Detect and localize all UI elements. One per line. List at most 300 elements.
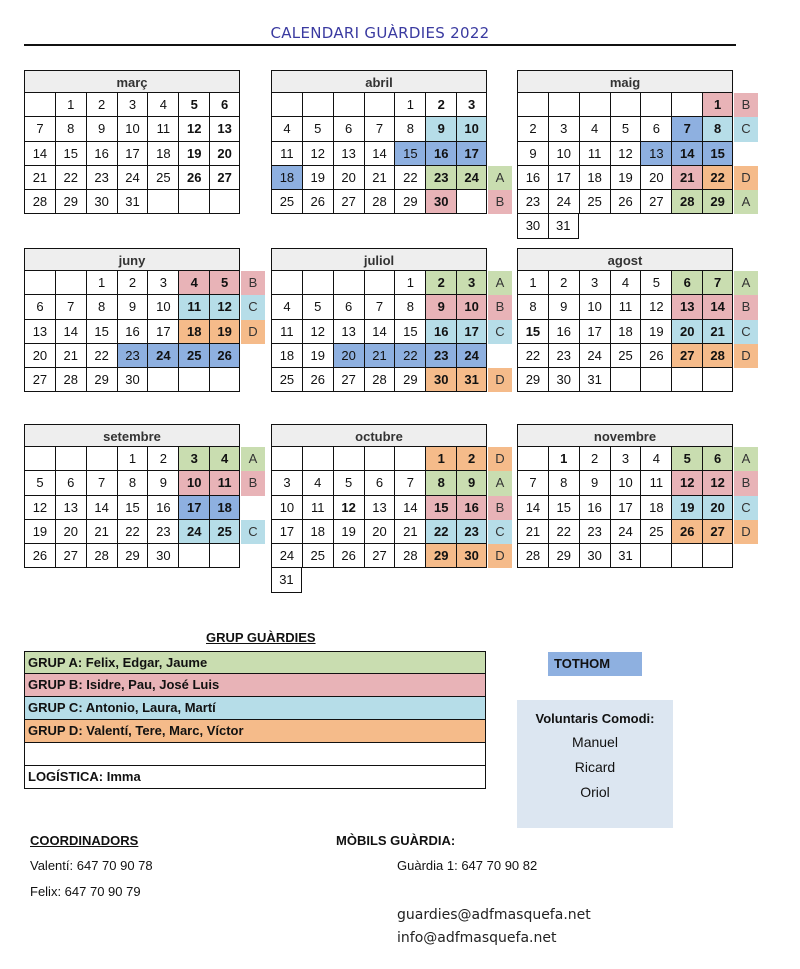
week-row (517, 295, 733, 319)
day-cell: 24 (178, 520, 209, 544)
day-cell: 14 (86, 496, 117, 520)
day-cell: 1 (517, 271, 548, 295)
week-row (517, 320, 733, 344)
day-cell: 18 (271, 344, 302, 368)
day-cell: 22 (425, 520, 456, 544)
day-cell: 5 (610, 117, 641, 141)
day-cell: 26 (640, 344, 671, 368)
group-members: Imma (103, 769, 141, 784)
day-cell: 15 (702, 142, 733, 166)
day-cell (394, 447, 425, 471)
day-cell: 26 (333, 544, 364, 568)
day-cell: 19 (178, 142, 209, 166)
groups-table (24, 651, 486, 789)
day-cell: 6 (640, 117, 671, 141)
day-cell: 9 (117, 295, 148, 319)
day-cell: 18 (271, 166, 302, 190)
day-cell: 26 (610, 190, 641, 214)
day-cell: 21 (702, 320, 733, 344)
day-cell (147, 190, 178, 214)
day-cell: 11 (271, 142, 302, 166)
day-cell: 4 (147, 93, 178, 117)
day-cell: 10 (456, 295, 487, 319)
day-cell: 11 (302, 496, 333, 520)
day-cell: 25 (271, 368, 302, 392)
day-cell: 24 (456, 344, 487, 368)
day-cell: 20 (55, 520, 86, 544)
day-cell: 24 (579, 344, 610, 368)
day-cell (302, 447, 333, 471)
week-row (271, 166, 487, 190)
month-header: octubre (271, 424, 487, 447)
day-cell: 2 (86, 93, 117, 117)
day-cell: 11 (178, 295, 209, 319)
day-cell: 25 (579, 190, 610, 214)
week-row (24, 142, 240, 166)
day-cell: 24 (610, 520, 641, 544)
week-row (24, 166, 240, 190)
day-cell: 23 (147, 520, 178, 544)
day-cell: 7 (702, 271, 733, 295)
day-cell: 13 (364, 496, 395, 520)
group-tag: B (241, 271, 265, 295)
week-row (517, 166, 733, 190)
day-cell: 10 (147, 295, 178, 319)
day-cell (394, 568, 425, 592)
day-cell: 31 (579, 368, 610, 392)
week-row (271, 544, 487, 568)
week-row (24, 93, 240, 117)
week-row (271, 320, 487, 344)
coordinator-line: Valentí: 647 70 90 78 (30, 858, 153, 873)
day-cell: 19 (640, 320, 671, 344)
day-cell (671, 214, 702, 238)
day-cell: 6 (702, 447, 733, 471)
day-cell: 15 (117, 496, 148, 520)
group-tag: A (488, 271, 512, 295)
day-cell: 14 (394, 496, 425, 520)
day-cell: 8 (702, 117, 733, 141)
day-cell (548, 93, 579, 117)
week-row (271, 520, 487, 544)
week-row (271, 117, 487, 141)
day-cell: 4 (209, 447, 240, 471)
week-row (517, 117, 733, 141)
day-cell: 27 (364, 544, 395, 568)
day-cell: 29 (702, 190, 733, 214)
day-cell: 30 (548, 368, 579, 392)
day-cell: 18 (178, 320, 209, 344)
day-cell: 16 (548, 320, 579, 344)
group-tag: A (488, 166, 512, 190)
day-cell (209, 190, 240, 214)
month-header: setembre (24, 424, 240, 447)
day-cell: 1 (425, 447, 456, 471)
day-cell: 10 (610, 471, 641, 495)
day-cell: 24 (117, 166, 148, 190)
day-cell (702, 214, 733, 238)
day-cell (579, 214, 610, 238)
day-cell: 1 (548, 447, 579, 471)
group-name: GRUP D: (28, 723, 83, 738)
day-cell: 26 (302, 190, 333, 214)
day-cell (456, 568, 487, 592)
mobiles-title: MÒBILS GUÀRDIA: (336, 833, 456, 848)
day-cell: 14 (364, 320, 395, 344)
day-cell: 29 (394, 190, 425, 214)
day-cell: 20 (333, 166, 364, 190)
day-cell (178, 190, 209, 214)
day-cell: 28 (24, 190, 55, 214)
month-març (24, 70, 240, 214)
day-cell (425, 568, 456, 592)
day-cell (333, 568, 364, 592)
day-cell: 6 (55, 471, 86, 495)
day-cell: 12 (302, 320, 333, 344)
group-name: LOGÍSTICA: (28, 769, 104, 784)
day-cell: 17 (610, 496, 641, 520)
day-cell: 15 (394, 320, 425, 344)
day-cell: 14 (702, 295, 733, 319)
week-row (517, 447, 733, 471)
day-cell: 22 (394, 344, 425, 368)
week-row (271, 496, 487, 520)
group-tag: C (734, 117, 758, 141)
day-cell (610, 93, 641, 117)
group-tag: D (734, 166, 758, 190)
day-cell: 3 (456, 271, 487, 295)
group-tag: B (241, 471, 265, 495)
day-cell: 30 (147, 544, 178, 568)
day-cell: 27 (671, 344, 702, 368)
day-cell: 16 (579, 496, 610, 520)
group-tag: B (488, 295, 512, 319)
day-cell: 20 (364, 520, 395, 544)
day-cell (640, 93, 671, 117)
day-cell (24, 93, 55, 117)
day-cell: 14 (55, 320, 86, 344)
day-cell: 19 (302, 166, 333, 190)
group-row (24, 743, 486, 766)
day-cell: 26 (209, 344, 240, 368)
day-cell: 28 (702, 344, 733, 368)
day-cell: 4 (640, 447, 671, 471)
day-cell (517, 447, 548, 471)
day-cell: 18 (579, 166, 610, 190)
week-row (271, 568, 487, 592)
day-cell: 1 (702, 93, 733, 117)
day-cell: 5 (302, 295, 333, 319)
week-row (271, 271, 487, 295)
volunteer-name: Manuel (572, 734, 618, 750)
day-cell: 24 (147, 344, 178, 368)
day-cell: 8 (425, 471, 456, 495)
group-tag: B (488, 190, 512, 214)
day-cell: 12 (209, 295, 240, 319)
day-cell: 17 (456, 320, 487, 344)
week-row (24, 471, 240, 495)
volunteer-name: Oriol (580, 784, 610, 800)
day-cell (671, 544, 702, 568)
day-cell (271, 271, 302, 295)
day-cell: 30 (517, 214, 548, 238)
day-cell: 2 (548, 271, 579, 295)
month-maig (517, 70, 733, 239)
day-cell: 14 (364, 142, 395, 166)
day-cell (302, 93, 333, 117)
day-cell: 25 (302, 544, 333, 568)
day-cell: 29 (548, 544, 579, 568)
week-row (271, 190, 487, 214)
day-cell: 22 (55, 166, 86, 190)
day-cell: 7 (24, 117, 55, 141)
day-cell (517, 93, 548, 117)
day-cell: 30 (425, 368, 456, 392)
group-name: GRUP C: (28, 700, 83, 715)
day-cell (86, 447, 117, 471)
day-cell: 27 (24, 368, 55, 392)
day-cell: 22 (86, 344, 117, 368)
day-cell (209, 368, 240, 392)
group-name: GRUP A: (28, 655, 83, 670)
day-cell: 8 (548, 471, 579, 495)
week-row (517, 214, 733, 238)
group-tag: D (734, 520, 758, 544)
day-cell: 18 (209, 496, 240, 520)
day-cell: 8 (55, 117, 86, 141)
day-cell: 17 (117, 142, 148, 166)
day-cell: 23 (548, 344, 579, 368)
day-cell: 3 (579, 271, 610, 295)
group-tag: D (488, 544, 512, 568)
group-tag: B (734, 471, 758, 495)
day-cell: 17 (456, 142, 487, 166)
day-cell: 7 (86, 471, 117, 495)
email-link[interactable]: guardies@adfmasquefa.net (397, 907, 591, 923)
day-cell (364, 271, 395, 295)
day-cell: 5 (209, 271, 240, 295)
group-row (24, 651, 486, 674)
day-cell: 29 (117, 544, 148, 568)
page-title: CALENDARI GUÀRDIES 2022 (270, 24, 490, 42)
day-cell: 5 (640, 271, 671, 295)
day-cell: 20 (671, 320, 702, 344)
month-juliol (271, 248, 487, 392)
month-octubre (271, 424, 487, 593)
week-row (24, 496, 240, 520)
title-rule (24, 44, 736, 46)
day-cell: 6 (24, 295, 55, 319)
day-cell: 16 (425, 142, 456, 166)
week-row (271, 295, 487, 319)
group-tag: B (734, 93, 758, 117)
week-row (24, 295, 240, 319)
day-cell: 16 (456, 496, 487, 520)
week-row (517, 344, 733, 368)
group-tag: D (241, 320, 265, 344)
day-cell: 21 (55, 344, 86, 368)
day-cell: 12 (640, 295, 671, 319)
email-link[interactable]: info@adfmasquefa.net (397, 930, 557, 946)
group-row (24, 720, 486, 743)
day-cell: 14 (517, 496, 548, 520)
day-cell: 22 (702, 166, 733, 190)
week-row (271, 93, 487, 117)
day-cell: 28 (517, 544, 548, 568)
group-members: Antonio, Laura, Martí (82, 700, 216, 715)
week-row (517, 368, 733, 392)
day-cell: 5 (302, 117, 333, 141)
day-cell: 2 (147, 447, 178, 471)
day-cell: 7 (364, 295, 395, 319)
day-cell (333, 447, 364, 471)
day-cell: 3 (548, 117, 579, 141)
day-cell: 25 (209, 520, 240, 544)
day-cell: 21 (517, 520, 548, 544)
week-row (517, 271, 733, 295)
coordinator-line: Felix: 647 70 90 79 (30, 884, 141, 899)
day-cell: 22 (117, 520, 148, 544)
day-cell: 14 (24, 142, 55, 166)
day-cell: 1 (394, 271, 425, 295)
day-cell: 7 (55, 295, 86, 319)
day-cell: 6 (333, 295, 364, 319)
day-cell (302, 568, 333, 592)
month-header: juny (24, 248, 240, 271)
day-cell: 2 (117, 271, 148, 295)
day-cell: 19 (671, 496, 702, 520)
day-cell: 23 (86, 166, 117, 190)
day-cell: 15 (517, 320, 548, 344)
day-cell (55, 447, 86, 471)
day-cell: 1 (394, 93, 425, 117)
day-cell (24, 447, 55, 471)
day-cell: 27 (333, 368, 364, 392)
group-members: Felix, Edgar, Jaume (82, 655, 208, 670)
day-cell: 25 (610, 344, 641, 368)
week-row (24, 320, 240, 344)
day-cell: 9 (147, 471, 178, 495)
month-header: març (24, 70, 240, 93)
group-row (24, 766, 486, 789)
day-cell: 8 (117, 471, 148, 495)
group-tag: B (488, 496, 512, 520)
day-cell: 4 (610, 271, 641, 295)
day-cell: 12 (671, 471, 702, 495)
day-cell: 1 (86, 271, 117, 295)
week-row (24, 344, 240, 368)
week-row (271, 344, 487, 368)
day-cell: 2 (456, 447, 487, 471)
day-cell: 9 (425, 117, 456, 141)
month-novembre (517, 424, 733, 568)
day-cell (364, 93, 395, 117)
day-cell: 27 (333, 190, 364, 214)
volunteers-title: Voluntaris Comodi: (535, 711, 655, 726)
day-cell (671, 93, 702, 117)
day-cell: 27 (702, 520, 733, 544)
day-cell (640, 368, 671, 392)
week-row (24, 544, 240, 568)
day-cell (702, 368, 733, 392)
group-tag: A (488, 471, 512, 495)
day-cell: 11 (147, 117, 178, 141)
day-cell: 9 (517, 142, 548, 166)
day-cell: 15 (548, 496, 579, 520)
day-cell: 9 (456, 471, 487, 495)
month-setembre (24, 424, 240, 568)
day-cell: 23 (425, 344, 456, 368)
day-cell: 29 (86, 368, 117, 392)
group-tag: A (734, 271, 758, 295)
day-cell: 6 (364, 471, 395, 495)
group-tag: C (488, 520, 512, 544)
day-cell: 9 (548, 295, 579, 319)
day-cell (610, 214, 641, 238)
day-cell (640, 214, 671, 238)
day-cell: 22 (517, 344, 548, 368)
day-cell: 31 (548, 214, 579, 238)
week-row (517, 471, 733, 495)
day-cell: 15 (55, 142, 86, 166)
day-cell: 30 (117, 368, 148, 392)
day-cell: 21 (364, 166, 395, 190)
day-cell: 11 (640, 471, 671, 495)
day-cell: 22 (394, 166, 425, 190)
day-cell: 15 (425, 496, 456, 520)
day-cell: 2 (425, 271, 456, 295)
day-cell: 12 (333, 496, 364, 520)
day-cell: 13 (333, 142, 364, 166)
week-row (517, 544, 733, 568)
day-cell: 26 (24, 544, 55, 568)
day-cell (271, 93, 302, 117)
day-cell (178, 544, 209, 568)
day-cell: 21 (671, 166, 702, 190)
day-cell: 10 (117, 117, 148, 141)
day-cell: 29 (55, 190, 86, 214)
day-cell: 3 (610, 447, 641, 471)
group-tag: C (241, 520, 265, 544)
day-cell: 12 (610, 142, 641, 166)
week-row (24, 117, 240, 141)
group-tag: C (734, 320, 758, 344)
day-cell: 24 (271, 544, 302, 568)
day-cell: 4 (271, 117, 302, 141)
day-cell: 18 (147, 142, 178, 166)
week-row (24, 520, 240, 544)
day-cell: 10 (548, 142, 579, 166)
month-header: novembre (517, 424, 733, 447)
day-cell: 20 (702, 496, 733, 520)
day-cell (147, 368, 178, 392)
day-cell: 18 (302, 520, 333, 544)
day-cell: 31 (610, 544, 641, 568)
day-cell: 25 (640, 520, 671, 544)
day-cell (640, 544, 671, 568)
day-cell: 11 (610, 295, 641, 319)
day-cell: 8 (394, 117, 425, 141)
day-cell: 9 (86, 117, 117, 141)
day-cell: 5 (178, 93, 209, 117)
day-cell: 20 (640, 166, 671, 190)
day-cell: 21 (24, 166, 55, 190)
day-cell: 5 (671, 447, 702, 471)
day-cell: 30 (86, 190, 117, 214)
day-cell: 9 (425, 295, 456, 319)
day-cell: 7 (394, 471, 425, 495)
day-cell: 12 (302, 142, 333, 166)
